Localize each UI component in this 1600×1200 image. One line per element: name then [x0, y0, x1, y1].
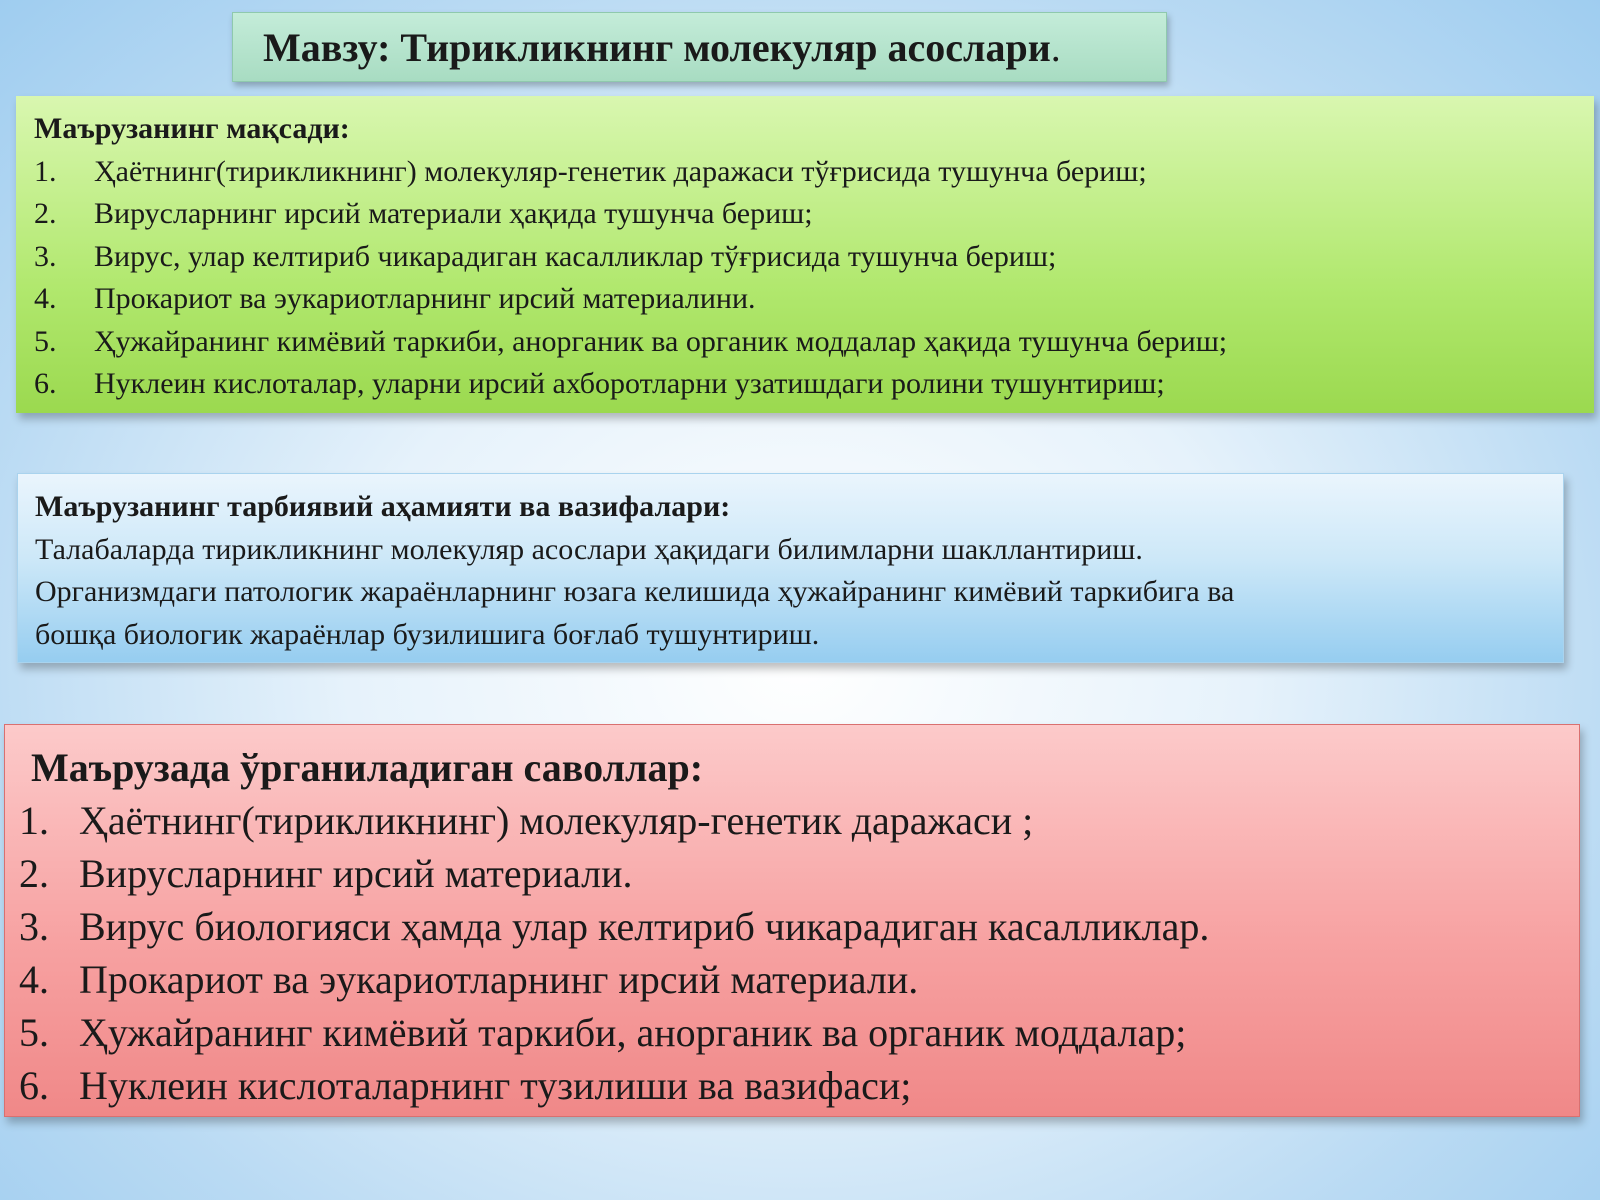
goals-panel — [16, 96, 1594, 413]
questions-item — [19, 1006, 1565, 1059]
goals-item-text: Прокариот ва эукариотларнинг ирсий материалини. — [94, 282, 756, 315]
goals-item-text: Нуклеин кислоталар, уларни ирсий ахборотларни узатишдаги ролини тушунтириш; — [94, 367, 1165, 400]
educational-heading: Маърузанинг тарбиявий аҳамияти ва вазифалари: — [35, 490, 731, 523]
questions-item-text: Прокариот ва эукариотларнинг ирсий материали. — [79, 957, 919, 1002]
goals-item-text: Вирус, улар келтириб чикарадиган касалликлар тўғрисида тушунча бериш; — [94, 239, 1057, 273]
goals-item-text: Ҳужайранинг кимёвий таркиби, анорганик ва органик моддалар ҳақида тушунча бериш; — [94, 324, 1228, 358]
goals-item-number: 3. — [34, 239, 57, 273]
goals-item — [34, 278, 1576, 321]
questions-item-number: 3. — [19, 904, 49, 949]
questions-item — [19, 953, 1565, 1006]
goals-item-text: Ҳаётнинг(тирикликнинг) молекуляр-генетик даражаси тўғрисида тушунча бериш; — [94, 154, 1147, 188]
educational-line: Талабаларда тирикликнинг молекуляр асослари ҳақидаги билимларни шакллантириш. — [35, 532, 1143, 566]
goals-item — [34, 151, 1576, 194]
page-title: Мавзу: Тирикликнинг молекуляр асослари — [263, 24, 1051, 70]
goals-item — [34, 236, 1576, 279]
questions-heading: Маърузада ўрганиладиган саволлар: — [31, 745, 704, 790]
goals-heading: Маърузанинг мақсади: — [34, 112, 350, 145]
questions-item-text: Вирусларнинг ирсий материали. — [79, 851, 633, 896]
questions-item-text: Ҳужайранинг кимёвий таркиби, анорганик ва органик моддалар; — [79, 1010, 1187, 1055]
title-period: . — [1050, 24, 1061, 70]
educational-panel — [17, 473, 1564, 663]
goals-item-number: 5. — [34, 324, 57, 358]
questions-item-number: 4. — [19, 957, 49, 1002]
questions-item-number: 2. — [19, 851, 49, 896]
questions-item — [19, 794, 1565, 847]
goals-item — [34, 193, 1576, 236]
goals-item — [34, 321, 1576, 364]
questions-item-text: Вирус биологияси ҳамда улар келтириб чикарадиган касалликлар. — [79, 904, 1210, 949]
title-box — [232, 12, 1167, 82]
questions-item-number: 6. — [19, 1063, 49, 1108]
questions-item-number: 1. — [19, 798, 49, 843]
goals-item-number: 4. — [34, 282, 57, 315]
educational-line: Организмдаги патологик жараёнларнинг юзага келишида ҳужайранинг кимёвий таркибига ва — [35, 575, 1235, 608]
questions-item-text: Нуклеин кислоталарнинг тузилиши ва вазифаси; — [79, 1063, 912, 1108]
goals-item-text: Вирусларнинг ирсий материали ҳақида тушунча бериш; — [94, 197, 813, 230]
educational-line: бошқа биологик жараёнлар бузилишига боғлаб тушунтириш. — [35, 617, 820, 651]
questions-item — [19, 900, 1565, 953]
questions-item-number: 5. — [19, 1010, 49, 1055]
goals-item-number: 1. — [34, 154, 57, 188]
questions-panel — [4, 724, 1580, 1117]
questions-item-text: Ҳаётнинг(тирикликнинг) молекуляр-генетик даражаси ; — [79, 798, 1034, 843]
goals-item — [34, 363, 1576, 406]
goals-item-number: 6. — [34, 367, 57, 400]
questions-item — [19, 1059, 1565, 1112]
questions-item — [19, 847, 1565, 900]
goals-item-number: 2. — [34, 197, 57, 230]
